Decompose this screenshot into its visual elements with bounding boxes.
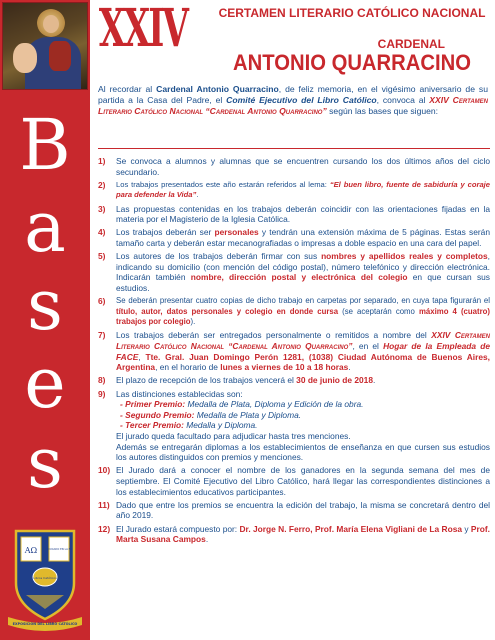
rule-motto: “El buen libro, fuente de sabiduría y coraje para defender la Vida” [116, 179, 490, 200]
rule-text-part: Los trabajos presentados este año estarán referidos al lema: [116, 179, 330, 189]
rule-text [116, 375, 490, 386]
red-cloth-shape [49, 41, 71, 71]
bases-letter-4: e [24, 342, 66, 424]
cardinal-name-title: ANTONIO QUARRACINO [232, 50, 472, 75]
rule-contest-name: XXIV Certamen Literario Católico Nacional “Cardenal Antonio Quarracino” [116, 330, 491, 352]
rule-number: 5) [98, 251, 106, 262]
rule-text-part: , en el horario de [155, 362, 221, 373]
rule-text-part: El Jurado estará compuesto por: [116, 523, 240, 534]
rule-text-part: . [348, 362, 351, 373]
catholic-book-fair-emblem [6, 525, 84, 633]
prize-first [116, 399, 490, 410]
rule-text-part: El plazo de recepción de los trabajos vencerá el [116, 375, 297, 386]
rule-text [116, 330, 490, 372]
edition-roman-numeral: XXIV [98, 0, 187, 59]
intro-bold-name: Cardenal Antonio Quarracino [156, 84, 279, 94]
rule-text-part: Dado que entre los premios se encuentra la edición del trabajo, la misma se concretará dentro del año 2019. [116, 499, 490, 521]
rule-text [116, 227, 490, 248]
prize-name: - Segundo Premio: [120, 409, 195, 420]
rule-text-part: Las distinciones establecidas son: [116, 388, 243, 399]
rule-text [116, 389, 490, 463]
rule-highlight: nombres y apellidos reales y completos [321, 251, 488, 262]
sidebar [0, 0, 90, 640]
child-figure-shape [13, 43, 37, 73]
prize-text: Medalla de Plata, Diploma y Edición de la obra. [185, 399, 364, 410]
alpha-omega-text: ΑΩ [24, 546, 38, 555]
prize-text: Medalla de Plata y Diploma. [194, 409, 302, 420]
emblem-badge-text: Libros Católicos [33, 576, 57, 580]
rule-number: 6) [98, 296, 106, 307]
rule-text-part: , [138, 351, 146, 362]
rule-highlight: título, autor, datos personales y colegio en donde cursa [116, 306, 339, 316]
rule-number: 10) [98, 465, 111, 476]
rule-text-part: Se deberán presentar cuatro copias de dicho trabajo en carpetas por separado, en cuya tapa figurarán el [116, 296, 490, 306]
bases-letter-3: s [27, 264, 63, 346]
rule-text [116, 465, 490, 497]
prize-second [116, 410, 490, 421]
madonna-face-shape [43, 15, 59, 33]
bases-letter-2: a [24, 186, 66, 268]
rule-number: 1) [98, 156, 106, 166]
rule-item-2 [98, 180, 490, 201]
rule-item-7 [98, 330, 490, 372]
prize-text: Medalla y Diploma. [183, 420, 258, 431]
rule-number: 11) [98, 499, 110, 510]
prize-name: - Primer Premio: [120, 399, 186, 410]
rule-item-9 [98, 389, 490, 463]
intro-bold-committee: Comité Ejecutivo del Libro Católico [226, 94, 377, 105]
rule-item-11 [98, 500, 490, 521]
rule-text-part: , indicando su domicilio (con mención del código postal), número telefónico y dirección electrónica. Indicarán también [116, 251, 490, 283]
rule-text-part: El Jurado dará a conocer el nombre de los ganadores en la segunda semana del mes de septiembre. El Comité Ejecutivo del Libro Católico, hará llegar las correspondientes distinciones a los establecimientos educativos participantes. [116, 465, 490, 497]
rule-text [116, 204, 490, 225]
rule-highlight: lunes a viernes de 10 a 18 horas [220, 362, 349, 373]
rule-number: 2) [98, 179, 106, 190]
rule-text-part: (se aceptarán como [338, 306, 419, 316]
rule-jury-names: Dr. Jorge N. Ferro, Prof. María Elena Vigliani de La Rosa [239, 523, 463, 534]
intro-contest-name: XXIV Certamen Literario Católico Nacional “Cardenal Antonio Quarracino” [98, 94, 488, 116]
emblem-ribbon-text: EXPOSICIÓN DEL LIBRO CATÓLICO [12, 622, 78, 626]
rule-item-5 [98, 251, 490, 293]
bases-letter-1: B [19, 104, 71, 186]
rule-text-part: Los trabajos deberán ser [116, 227, 215, 238]
intro-text: Al recordar al [98, 84, 157, 94]
rule-number: 9) [98, 388, 106, 399]
rule-text-part: y [462, 523, 471, 534]
rule-item-1 [98, 156, 490, 177]
rule-text-part: . [205, 534, 209, 545]
rule-highlight: personales [214, 227, 259, 238]
rule-jury-names: Prof. Marta Susana Campos [116, 523, 490, 545]
rule-item-12 [98, 524, 490, 545]
rule-text-part: Los trabajos deberán ser entregados personalmente o remitidos a nombre del [116, 330, 432, 341]
rule-text-part: El jurado queda facultado para adjudicar hasta tres menciones. [116, 431, 351, 441]
rule-number: 3) [98, 203, 106, 214]
rule-deadline: 30 de junio de 2018 [296, 375, 373, 386]
rule-text-part: Las propuestas contenidas en los trabajos deberán coincidir con las orientaciones fijadas en la materia por el Magisterio de la Iglesia Católica. [116, 203, 490, 225]
rule-item-10 [98, 465, 490, 497]
rule-item-3 [98, 204, 490, 225]
rule-number: 12) [98, 523, 111, 534]
rules-list [98, 156, 490, 547]
rule-text-part: ). [190, 317, 196, 327]
rule-text-part: Los autores de los trabajos deberán firmar con sus [116, 251, 322, 262]
rule-text [116, 296, 490, 328]
rule-text-part: . [196, 190, 199, 200]
rule-text-part: Además se entregarán diplomas a los establecimientos de enseñanza en que cursen sus estudios los autores distinguidos con premios y menciones. [116, 441, 490, 463]
intro-text: , convoca al [376, 94, 430, 105]
rule-text-part: y tendrán una extensión máxima de 5 páginas. Estas serán tamaño carta y deberán estar mecanografiadas o impresas a doble espacio en una cara del papel. [116, 227, 490, 248]
rule-text-part: en que cursan sus estudios. [116, 272, 490, 293]
rule-text [116, 251, 490, 293]
emblem-panel-text: EDUCADO EN LA FE [46, 548, 72, 551]
cardenal-label: CARDENAL [377, 37, 445, 51]
madonna-painting-image [2, 2, 88, 90]
rule-text [116, 524, 490, 545]
rule-number: 8) [98, 375, 106, 386]
rule-text-part: , en el [352, 341, 384, 352]
rule-number: 7) [98, 330, 106, 341]
rule-address: Tte. Gral. Juan Domingo Perón 1281, (1038) Ciudad Autónoma de Buenos Aires, Argentina [116, 351, 490, 373]
prize-name: - Tercer Premio: [120, 420, 184, 431]
contest-title: CERTAMEN LITERARIO CATÓLICO NACIONAL [218, 6, 486, 20]
rule-text [116, 156, 490, 177]
rule-highlight: nombre, dirección postal y electrónica del colegio [190, 272, 408, 283]
rule-text-part: Se convoca a alumnos y alumnas que se encuentren cursando los dos últimos años del ciclo secundario. [116, 156, 490, 177]
rule-item-6 [98, 296, 490, 328]
intro-text: , de feliz memoria, en el vigésimo aniversario de su partida a la Casa del Padre, el [98, 84, 488, 105]
intro-paragraph [98, 84, 488, 117]
rule-text-part: . [372, 375, 376, 386]
rule-highlight: Hogar de la Empleada de FACE [116, 341, 490, 362]
prize-third [116, 420, 490, 431]
rule-highlight: máximo 4 (cuatro) trabajos por colegio [116, 306, 490, 327]
bases-letter-5: s [27, 422, 63, 504]
rule-text [116, 180, 490, 201]
rule-number: 4) [98, 227, 106, 238]
rule-text [116, 500, 490, 521]
divider-line [98, 148, 490, 149]
intro-text: según las bases que siguen: [326, 105, 439, 116]
rule-item-4 [98, 227, 490, 248]
rule-item-8 [98, 375, 490, 386]
